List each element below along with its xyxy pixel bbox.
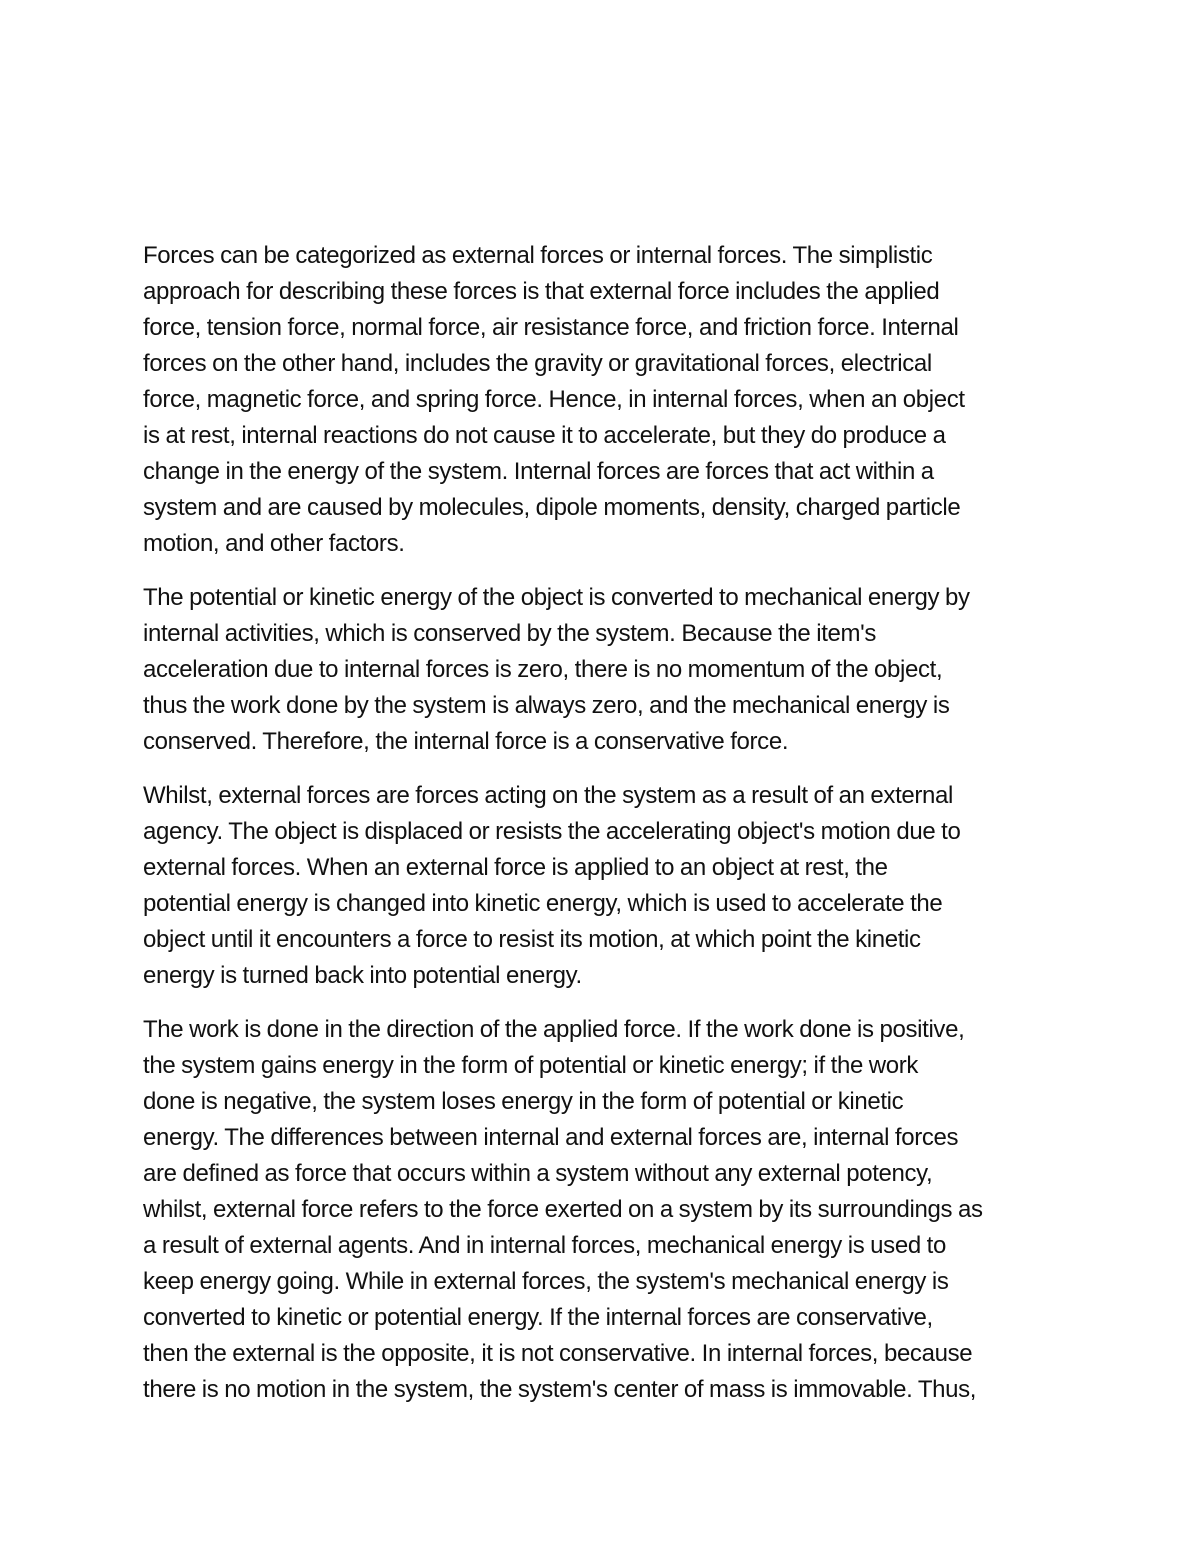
- paragraph-forces-categories: Forces can be categorized as external forces or internal forces. The simplistic approach for describing these forces is that external force includes the applied force, tension force, normal force, air resistance force, and friction force. Internal forces on the other hand, includes the gravity or gravitational forces, electrical force, magnetic force, and spring force. Hence, in internal forces, when an object is at rest, internal reactions do not cause it to accelerate, but they do produce a change in the energy of the system. Internal forces are forces that act within a system and are caused by molecules, dipole moments, density, charged particle motion, and other factors.: [143, 242, 965, 557]
- paragraph-external-forces: Whilst, external forces are forces acting on the system as a result of an external agency. The object is displaced or resists the accelerating object's motion due to external forces. When an external force is applied to an object at rest, the potential energy is changed into kinetic energy, which is used to accelerate the object until it encounters a force to resist its motion, at which point the kinetic energy is turned back into potential energy.: [143, 782, 961, 989]
- paragraph-internal-energy: The potential or kinetic energy of the object is converted to mechanical energy by internal activities, which is conserved by the system. Because the item's acceleration due to internal forces is zero, there is no momentum of the object, thus the work done by the system is always zero, and the mechanical energy is conserved. Therefore, the internal force is a conservative force.: [143, 584, 970, 755]
- document-body: [143, 238, 1065, 1426]
- paragraph-work-done: The work is done in the direction of the applied force. If the work done is positive, the system gains energy in the form of potential or kinetic energy; if the work done is negative, the system loses energy in the form of potential or kinetic energy. The differences between internal and external forces are, internal forces are defined as force that occurs within a system without any external potency, whilst, external force refers to the force exerted on a system by its surroundings as a result of external agents. And in internal forces, mechanical energy is used to keep energy going. While in external forces, the system's mechanical energy is converted to kinetic or potential energy. If the internal forces are conservative, then the external is the opposite, it is not conservative. In internal forces, because there is no motion in the system, the system's center of mass is immovable. Thus,: [143, 1016, 983, 1403]
